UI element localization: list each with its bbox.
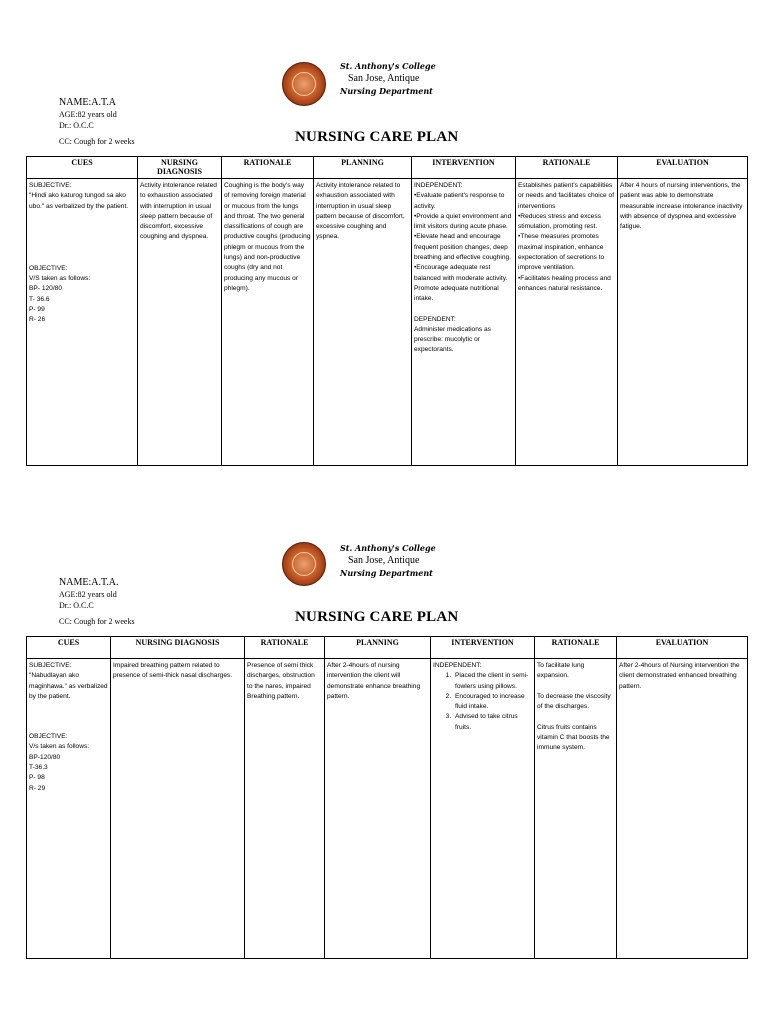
college-name: St. Anthony's College (340, 543, 436, 553)
planning-cell: After 2-4hours of nursing intervention the client will demonstrate enhance breathing pattern. (325, 659, 431, 959)
objective-label: OBJECTIVE: (29, 264, 68, 272)
list-item: 1. Placed the client in semi-fowlers using pillows. (453, 671, 532, 692)
care-plan-table (26, 636, 748, 959)
independent-label: INDEPENDENT: (414, 182, 463, 189)
patient-chief-complaint: CC: Cough for 2 weeks (59, 137, 135, 146)
rationale2-text: To facilitate lung expansion. To decrease the viscosity of the discharges. Citrus fruits contains vitamin C that boosts the immune system. (537, 662, 611, 752)
independent-label: INDEPENDENT: (433, 662, 482, 669)
patient-chief-complaint: CC: Cough for 2 weeks (59, 617, 135, 626)
col-header-cues: CUES (27, 157, 138, 179)
department-name: Nursing Department (340, 568, 433, 578)
diagnosis-cell: Activity intolerance related to exhaustion associated with interruption in usual sleep pattern because of discomfort, excessive coughing and dyspnea. (138, 179, 222, 466)
planning-cell: Activity intolerance related to exhaustion associated with interruption in usual sleep pattern because of discomfort, excessive coughing and yspnea. (314, 179, 412, 466)
patient-age: AGE:82 years old (59, 590, 117, 599)
rationale-cell: Coughing is the body's way of removing foreign material or mucous from the lungs and throat. The two general classifications of cough are productive coughs (producing phlegm or mucous from the lungs) and non-productive coughs (dry and not producing any mucous or phlegm). (222, 179, 314, 466)
department-name: Nursing Department (340, 86, 433, 96)
col-header-evaluation: EVALUATION (617, 637, 748, 659)
objective-vitals: V/S taken as follows: BP- 120/80 T- 36.6 P- 99 R- 26 (29, 275, 91, 324)
col-header-nursing-diagnosis: NURSING DIAGNOSIS (138, 157, 222, 179)
college-name: St. Anthony's College (340, 61, 436, 71)
col-header-intervention: INTERVENTION (412, 157, 516, 179)
col-header-rationale-2: RATIONALE (535, 637, 617, 659)
dependent-interventions: Administer medications as prescribe: mucolytic or expectorants. (414, 325, 491, 354)
diagnosis-cell: Impaired breathing pattern related to presence of semi-thick nasal discharges. (111, 659, 245, 959)
college-seal-logo (282, 542, 326, 586)
patient-doctor: Dr.: O.C.C (59, 121, 94, 130)
col-header-nursing-diagnosis: NURSING DIAGNOSIS (111, 637, 245, 659)
objective-vitals: V/s taken as follows: BP-120/80 T-36.3 P- 98 R- 29 (29, 743, 90, 792)
evaluation-cell: After 4 hours of nursing interventions, the patient was able to demonstrate measurable increase intolerance inactivity with absence of dyspnea and excessive fatigue. (618, 179, 748, 466)
patient-name: NAME:A.T.A. (59, 577, 119, 588)
col-header-intervention: INTERVENTION (431, 637, 535, 659)
page-title: NURSING CARE PLAN (295, 609, 459, 625)
subjective-label: SUBJECTIVE: (29, 182, 72, 189)
dependent-label: DEPENDENT: (414, 315, 456, 323)
objective-label: OBJECTIVE: (29, 733, 68, 741)
patient-name: NAME:A.T.A (59, 97, 117, 108)
evaluation-cell: After 2-4hours of Nursing intervention the client demonstrated enhanced breathing pattern. (617, 659, 748, 959)
col-header-rationale: RATIONALE (222, 157, 314, 179)
subjective-text: "Nabudlayan ako maginhawa." as verbalized by the patient. (29, 672, 108, 700)
page-title: NURSING CARE PLAN (295, 129, 459, 145)
col-header-planning: PLANNING (314, 157, 412, 179)
subjective-label: SUBJECTIVE: (29, 662, 72, 669)
patient-doctor: Dr.: O.C.C (59, 601, 94, 610)
col-header-rationale: RATIONALE (245, 637, 325, 659)
rationale2-text: Establishes patient's capabilities or needs and facilitates choice of interventions •Reduces stress and excess stimulation, promoting rest. •These measures promotes maximal inspiration, enhance expectoration of secretions to improve ventilation. •Facilitates healing process and enhances natural resistance. (518, 182, 615, 292)
rationale2-cell (535, 659, 617, 959)
col-header-cues: CUES (27, 637, 111, 659)
college-location: San Jose, Antique (348, 73, 420, 84)
col-header-evaluation: EVALUATION (618, 157, 748, 179)
list-item: 2. Encouraged to increase fluid intake. (453, 692, 532, 713)
list-item: 3. Advised to take citrus fruits. (453, 712, 532, 733)
subjective-text: "Hindi ako katurog tungod sa ako ubo." as verbalized by the patient. (29, 192, 129, 210)
col-header-rationale-2: RATIONALE (516, 157, 618, 179)
cues-cell (27, 659, 111, 959)
intervention-cell (431, 659, 535, 959)
rationale-cell: Presence of semi thick discharges, obstruction to the nares, impaired Breathing pattern. (245, 659, 325, 959)
patient-age: AGE:82 years old (59, 110, 117, 119)
col-header-planning: PLANNING (325, 637, 431, 659)
college-location: San Jose, Antique (348, 555, 420, 566)
independent-interventions-list (433, 671, 532, 733)
table-row (27, 659, 748, 959)
independent-interventions: •Evaluate patient's response to activity. •Provide a quiet environment and limit visitors during acute phase. •Elevate head and encourage frequent position changes, deep breathing and effective coughing. •Encourage adequate rest balanced with moderate activity. Promote adequate nutritional intake. (414, 192, 512, 303)
